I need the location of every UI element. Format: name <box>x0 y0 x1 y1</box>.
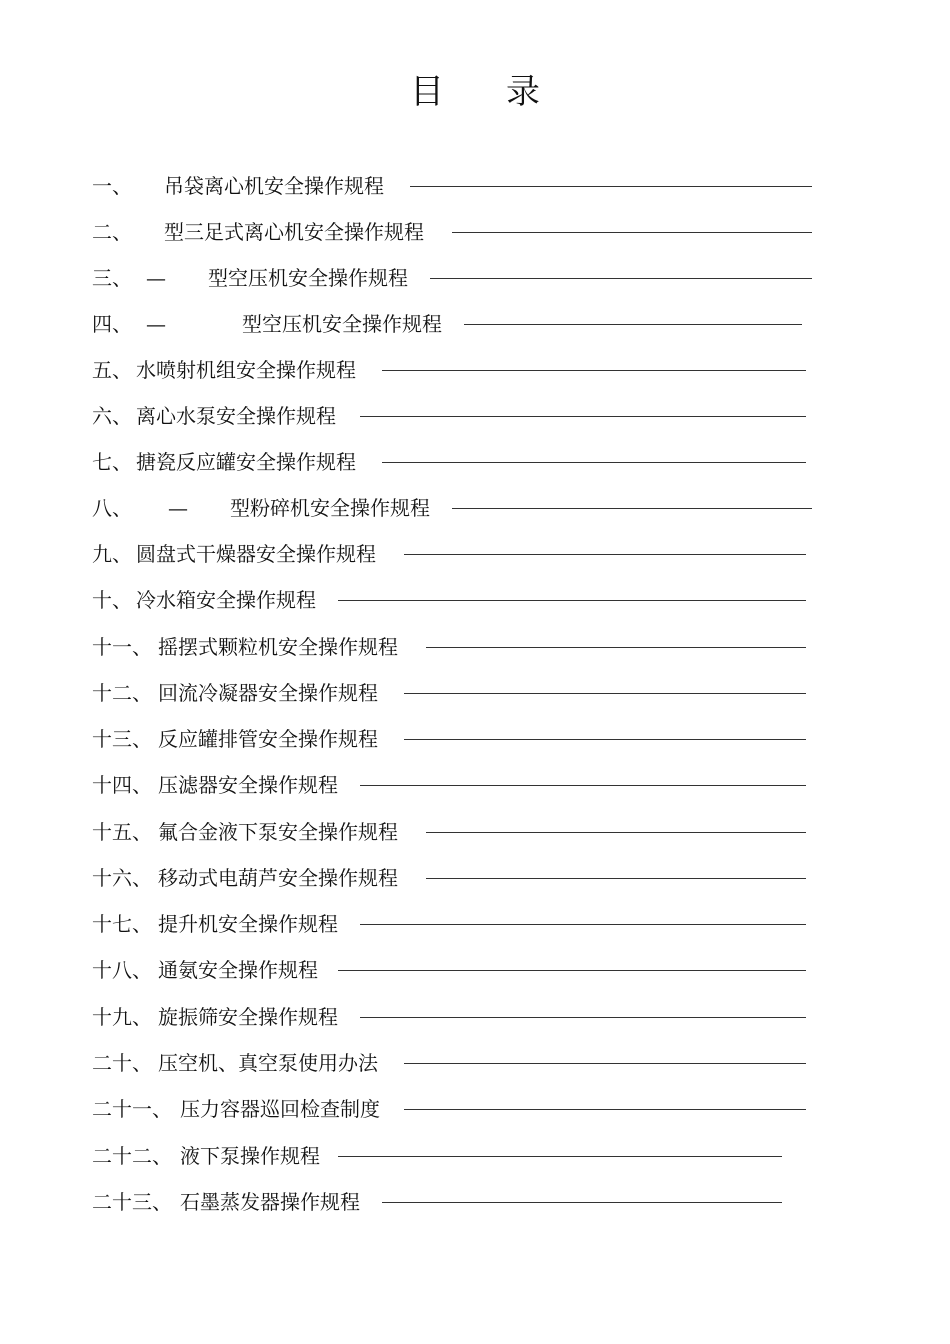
toc-entry[interactable] <box>92 863 806 893</box>
toc-entry-number: 九、 <box>92 542 132 566</box>
toc-leader-line <box>360 1017 806 1018</box>
toc-entry[interactable] <box>92 217 812 247</box>
toc-entry-number: 二、 <box>92 220 132 244</box>
toc-entry-title: 圆盘式干燥器安全操作规程 <box>136 542 376 566</box>
toc-entry-title: 回流冷凝器安全操作规程 <box>158 681 378 705</box>
toc-entry[interactable] <box>92 955 806 985</box>
toc-leader-line <box>404 1063 806 1064</box>
toc-entry-title: 型三足式离心机安全操作规程 <box>164 220 424 244</box>
toc-leader-line <box>430 278 812 279</box>
toc-leader-line <box>382 462 806 463</box>
toc-entry-title: 通氨安全操作规程 <box>158 958 318 982</box>
toc-entry-title: 旋振筛安全操作规程 <box>158 1005 338 1029</box>
toc-entry[interactable] <box>92 171 812 201</box>
toc-leader-line <box>410 186 812 187</box>
toc-leader-line <box>360 924 806 925</box>
toc-leader-line <box>404 739 806 740</box>
toc-entry[interactable] <box>92 1048 806 1078</box>
toc-entry-title: 压滤器安全操作规程 <box>158 773 338 797</box>
toc-entry-title: 氟合金液下泵安全操作规程 <box>158 820 398 844</box>
toc-entry[interactable] <box>92 632 806 662</box>
toc-leader-line <box>464 324 802 325</box>
toc-entry-number: 六、 <box>92 404 132 428</box>
toc-entry-title: 移动式电葫芦安全操作规程 <box>158 866 398 890</box>
toc-entry[interactable] <box>92 585 806 615</box>
toc-leader-line <box>452 232 812 233</box>
toc-entry-title: 摇摆式颗粒机安全操作规程 <box>158 635 398 659</box>
toc-entry-dash: — <box>168 496 188 520</box>
toc-entry-title: 离心水泵安全操作规程 <box>136 404 336 428</box>
toc-entry-title: 冷水箱安全操作规程 <box>136 588 316 612</box>
toc-leader-line <box>338 970 806 971</box>
toc-entry-number: 四、 <box>92 312 132 336</box>
toc-entry-title: 水喷射机组安全操作规程 <box>136 358 356 382</box>
toc-entry-title: 石墨蒸发器操作规程 <box>180 1190 360 1214</box>
toc-entry-title: 压空机、真空泵使用办法 <box>158 1051 378 1075</box>
toc-entry-number: 三、 <box>92 266 132 290</box>
toc-entry[interactable] <box>92 1002 806 1032</box>
toc-leader-line <box>382 370 806 371</box>
toc-leader-line <box>426 647 806 648</box>
toc-entry[interactable] <box>92 539 806 569</box>
toc-entry[interactable] <box>92 678 806 708</box>
toc-entry-dash: — <box>146 312 166 336</box>
toc-leader-line <box>452 508 812 509</box>
title-char-1: 目 <box>410 72 444 112</box>
toc-entry-number: 十四、 <box>92 773 152 797</box>
toc-entry-title: 液下泵操作规程 <box>180 1144 320 1168</box>
toc-entry-number: 七、 <box>92 450 132 474</box>
toc-entry-title: 吊袋离心机安全操作规程 <box>164 174 384 198</box>
toc-leader-line <box>426 878 806 879</box>
toc-entry-number: 二十、 <box>92 1051 152 1075</box>
toc-entry[interactable] <box>92 724 806 754</box>
toc-entry[interactable] <box>92 493 812 523</box>
toc-entry[interactable] <box>92 770 806 800</box>
toc-entry[interactable] <box>92 401 806 431</box>
toc-entry-number: 十一、 <box>92 635 152 659</box>
toc-entry-number: 十二、 <box>92 681 152 705</box>
toc-entry-number: 十、 <box>92 588 132 612</box>
toc-entry-number: 五、 <box>92 358 132 382</box>
toc-entry[interactable] <box>92 817 806 847</box>
toc-entry[interactable] <box>92 309 802 339</box>
toc-entry-number: 二十二、 <box>92 1144 172 1168</box>
toc-entry-title: 搪瓷反应罐安全操作规程 <box>136 450 356 474</box>
toc-entry[interactable] <box>92 355 806 385</box>
toc-leader-line <box>426 832 806 833</box>
toc-entry-number: 十六、 <box>92 866 152 890</box>
toc-leader-line <box>360 416 806 417</box>
toc-entry-number: 十七、 <box>92 912 152 936</box>
toc-entry-number: 十八、 <box>92 958 152 982</box>
toc-entry[interactable] <box>92 263 812 293</box>
toc-entry[interactable] <box>92 1094 806 1124</box>
toc-entry-number: 十九、 <box>92 1005 152 1029</box>
toc-entry-title: 型空压机安全操作规程 <box>208 266 408 290</box>
toc-entry-number: 八、 <box>92 496 132 520</box>
toc-entry-title: 型粉碎机安全操作规程 <box>230 496 430 520</box>
toc-entry-title: 型空压机安全操作规程 <box>242 312 442 336</box>
toc-entry-dash: — <box>146 266 166 290</box>
toc-entry-title: 提升机安全操作规程 <box>158 912 338 936</box>
toc-entry-number: 一、 <box>92 174 132 198</box>
toc-entry-number: 二十三、 <box>92 1190 172 1214</box>
toc-entry[interactable] <box>92 1141 782 1171</box>
toc-leader-line <box>404 554 806 555</box>
toc-leader-line <box>382 1202 782 1203</box>
toc-entry-title: 压力容器巡回检查制度 <box>180 1097 380 1121</box>
toc-entry-number: 二十一、 <box>92 1097 172 1121</box>
toc-leader-line <box>338 600 806 601</box>
toc-leader-line <box>338 1156 782 1157</box>
toc-leader-line <box>404 693 806 694</box>
toc-entry-number: 十三、 <box>92 727 152 751</box>
toc-leader-line <box>404 1109 806 1110</box>
toc-leader-line <box>360 785 806 786</box>
toc-entry[interactable] <box>92 909 806 939</box>
toc-entry[interactable] <box>92 447 806 477</box>
toc-entry-number: 十五、 <box>92 820 152 844</box>
toc-entry[interactable] <box>92 1187 782 1217</box>
toc-entry-title: 反应罐排管安全操作规程 <box>158 727 378 751</box>
title-char-2: 录 <box>506 72 540 112</box>
